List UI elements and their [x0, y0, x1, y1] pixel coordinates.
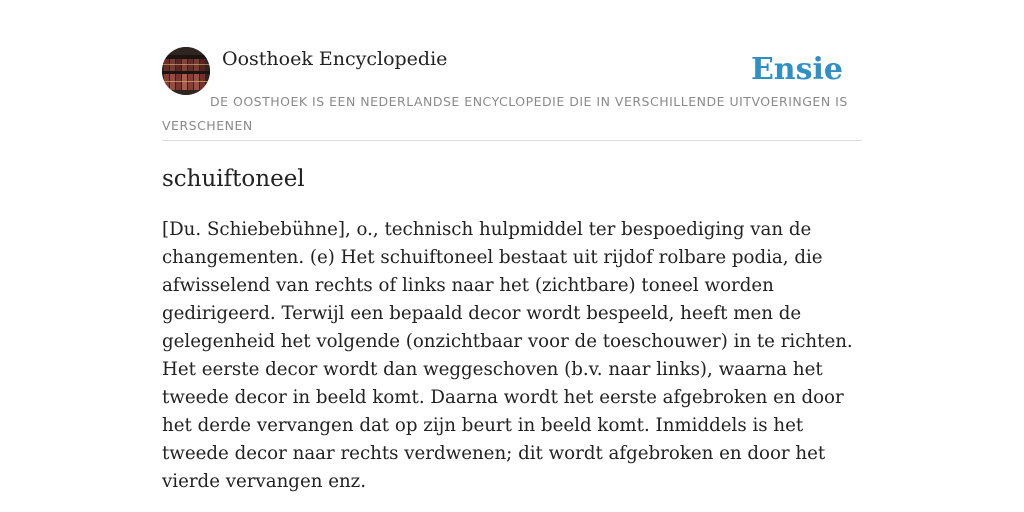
book-spines-icon: [162, 47, 210, 95]
article-body: [Du. Schiebebühne], o., technisch hulpmiddel ter bespoediging van de changementen. (e) Het schuiftoneel bestaat uit rijdof rolbare podia, die afwisselend van rechts of links naar het (zichtbare) toneel worden gedirigeerd. Terwijl een bepaald decor wordt bespeeld, heeft men de gelegenheid het volgende (onzichtbaar voor de toeschouwer) in te richten. Het eerste decor wordt dan weggeschoven (b.v. naar links), waarna het tweede decor in beeld komt. Daarna wordt het eerste afgebroken en door het derde vervangen dat op zijn beurt in beeld komt. Inmiddels is het tweede decor naar rechts verdwenen; dit wordt afgebroken en door het vierde vervangen enz.: [162, 219, 853, 492]
avatar[interactable]: [162, 47, 210, 95]
site-tagline: DE OOSTHOEK IS EEN NEDERLANDSE ENCYCLOPEDIE DIE IN VERSCHILLENDE UITVOERINGEN IS VERSCHENEN: [162, 94, 848, 133]
site-header: [162, 44, 862, 141]
brand-logo[interactable]: Ensie: [750, 52, 843, 87]
page-title: schuiftoneel: [162, 166, 305, 192]
site-title[interactable]: Oosthoek Encyclopedie: [222, 48, 448, 70]
